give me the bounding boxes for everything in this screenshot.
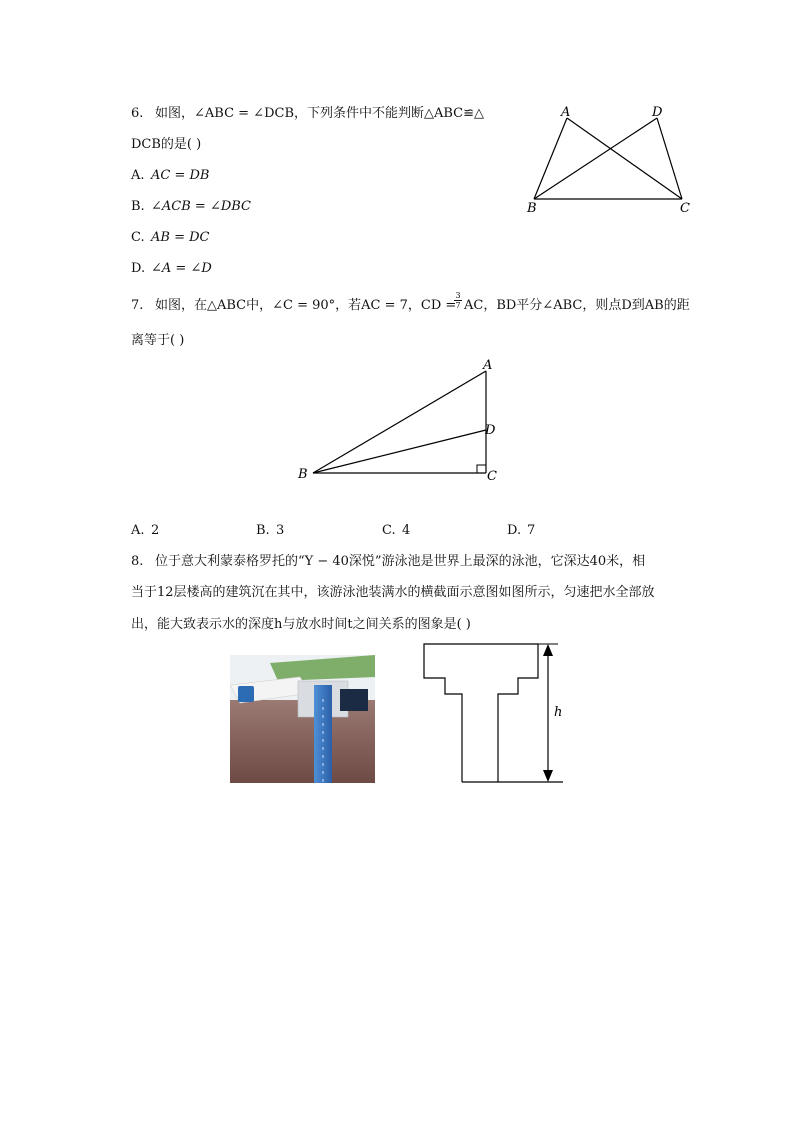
q6-label-c: C xyxy=(680,201,690,216)
q6-triangle-figure xyxy=(520,100,700,220)
q7-option-c-label: C. xyxy=(382,523,396,538)
q6-option-c-label: C. xyxy=(131,230,145,245)
q8-photo-screen xyxy=(340,689,368,711)
q7-stem-part1: 如图，在△ABC中，∠C = 90°，若AC = 7，CD = xyxy=(155,298,457,313)
q6-line-ac xyxy=(567,118,682,199)
q7-option-c-text: 4 xyxy=(402,523,411,538)
q7-fraction-numerator: 3 xyxy=(455,291,461,300)
q6-line-ab xyxy=(534,118,567,199)
q8-height-arrow-bottom xyxy=(543,770,553,782)
q7-line-ab xyxy=(313,371,486,473)
q7-triangle-figure xyxy=(290,355,510,490)
q6-option-b-text: ∠ACB = ∠DBC xyxy=(151,199,251,214)
q7-number: 7. xyxy=(131,298,144,313)
q6-option-d-label: D. xyxy=(131,261,146,276)
q6-stem-line2: DCB的是( ) xyxy=(131,137,202,152)
q6-option-a-label: A. xyxy=(131,168,145,183)
q8-photo-sign xyxy=(238,686,254,702)
q8-number: 8. xyxy=(131,554,144,569)
q7-stem-part2: AC，BD平分∠ABC，则点D到AB的距 xyxy=(464,298,690,313)
q7-fraction xyxy=(454,291,462,310)
q7-option-b-text: 3 xyxy=(276,523,285,538)
q6-option-a-text: AC = DB xyxy=(151,168,210,183)
q8-line1: 位于意大利蒙泰格罗托的“Y − 40深悦”游泳池是世界上最深的泳池，它深达40米，相 xyxy=(155,554,646,569)
q6-label-b: B xyxy=(527,201,537,216)
q7-option-a-text: 2 xyxy=(151,523,160,538)
q6-line-dc xyxy=(657,118,682,199)
q6-label-d: D xyxy=(652,105,663,120)
q6-option-b-label: B. xyxy=(131,199,145,214)
q7-right-angle-mark xyxy=(477,465,486,473)
q7-line-bd xyxy=(313,430,486,473)
q6-label-a: A xyxy=(561,105,571,120)
q7-option-b-label: B. xyxy=(256,523,270,538)
q7-option-a-label: A. xyxy=(131,523,145,538)
q8-line2: 当于12层楼高的建筑沉在其中，该游泳池装满水的横截面示意图如图所示，匀速把水全部放 xyxy=(131,585,655,600)
q7-option-d-label: D. xyxy=(507,523,522,538)
q7-label-d: D xyxy=(485,423,496,438)
q8-label-h: h xyxy=(554,705,563,720)
q8-pool-outline xyxy=(424,644,538,782)
q7-fraction-denominator: 7 xyxy=(455,301,461,310)
q8-line3: 出，能大致表示水的深度h与放水时间t之间关系的图象是( ) xyxy=(131,617,471,632)
q6-option-d-text: ∠A = ∠D xyxy=(151,261,212,276)
q8-pool-photo xyxy=(230,655,375,783)
q7-stem-line2: 离等于( ) xyxy=(131,333,185,348)
q8-height-arrow-top xyxy=(543,644,553,656)
q6-number: 6. xyxy=(131,106,144,121)
q7-label-a: A xyxy=(483,358,493,373)
q7-option-d-text: 7 xyxy=(527,523,536,538)
q6-line-db xyxy=(534,118,657,199)
q6-stem-line1: 如图，∠ABC = ∠DCB，下列条件中不能判断△ABC≌△ xyxy=(155,106,485,121)
q7-label-c: C xyxy=(487,469,497,484)
q8-cross-section-figure xyxy=(418,636,573,786)
q6-option-c-text: AB = DC xyxy=(151,230,210,245)
q7-label-b: B xyxy=(298,467,308,482)
